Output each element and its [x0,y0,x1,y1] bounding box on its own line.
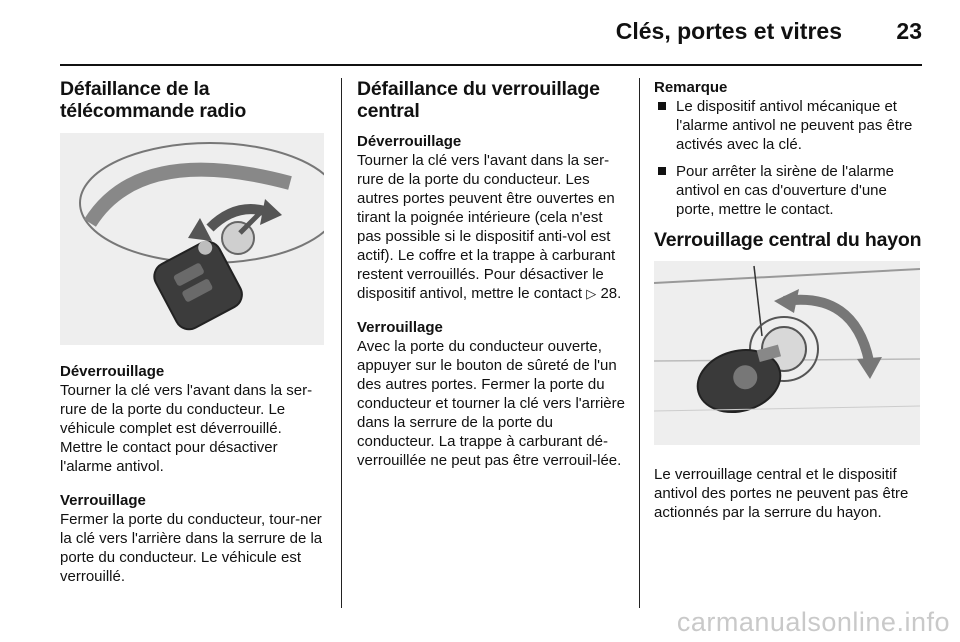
remote-key-icon [60,133,324,345]
watermark: carmanualsonline.info [676,607,950,637]
bullet-icon [658,167,666,175]
lock-paragraph: Fermer la porte du conducteur, tour-ner la clé vers l'arrière dans la serrure de la porte du conducteur. Le véhicule est verrouillé. [60,510,323,585]
column-divider [341,78,342,608]
header-divider [60,64,922,66]
bullet-icon [658,102,666,110]
column-notes-tailgate [654,78,924,538]
note-title: Remarque [654,79,728,96]
column-remote-failure [60,78,326,602]
unlock-subheading: Déverrouillage [357,132,462,150]
tailgate-key-icon [654,261,920,445]
page-reference[interactable]: 28. [600,284,622,302]
note-list [654,97,924,219]
section-title: Clés, portes et vitres [615,18,842,44]
unlock-paragraph [357,151,625,303]
page-number: 23 [896,18,922,44]
section-heading: Défaillance de la télécommande radio [60,78,247,123]
section-heading: Défaillance du verrouillage central [357,78,600,123]
tailgate-lock-illustration [654,261,920,445]
unlock-subheading: Déverrouillage [60,362,165,380]
column-central-lock-failure [357,78,625,486]
list-item: Le dispositif antivol mécanique et l'alarme antivol ne peuvent pas être activés avec la clé. [654,97,924,154]
lock-paragraph: Avec la porte du conducteur ouverte, appuyer sur le bouton de sûreté de l'un des autres portes. Fermer la porte du conducteur et tourner la clé vers l'arrière dans la serrure de la porte du conducteur. La trappe à carburant dé-verrouillée ne peut pas être verrouil-lée. [357,337,625,469]
lock-subheading: Verrouillage [60,491,146,509]
list-item: Pour arrêter la sirène de l'alarme antivol en cas d'ouverture d'une porte, mettre le contact. [654,162,924,219]
tailgate-paragraph: Le verrouillage central et le dispositif antivol des portes ne peuvent pas être actionnés par la serrure du hayon. [654,466,909,522]
unlock-paragraph: Tourner la clé vers l'avant dans la ser-rure de la porte du conducteur. Le véhicule complet est déverrouillé. Mettre le contact pour désactiver l'alarme antivol. [60,381,313,475]
section-heading: Verrouillage central du hayon [654,229,922,251]
page-reference-icon: ▷ [586,285,597,301]
unlock-text: Tourner la clé vers l'avant dans la ser-rure de la porte du conducteur. Les autres portes peuvent être ouvertes en tirant la poignée intérieure (cela n'est pas possible si le dispositif anti-vol est actif). Le coffre et la trappe à carburant restent verrouillés. Pour désactiver le dispositif antivol, mettre le contact [357,151,616,302]
column-divider [639,78,640,608]
remote-key-illustration [60,133,324,345]
lock-subheading: Verrouillage [357,318,443,336]
